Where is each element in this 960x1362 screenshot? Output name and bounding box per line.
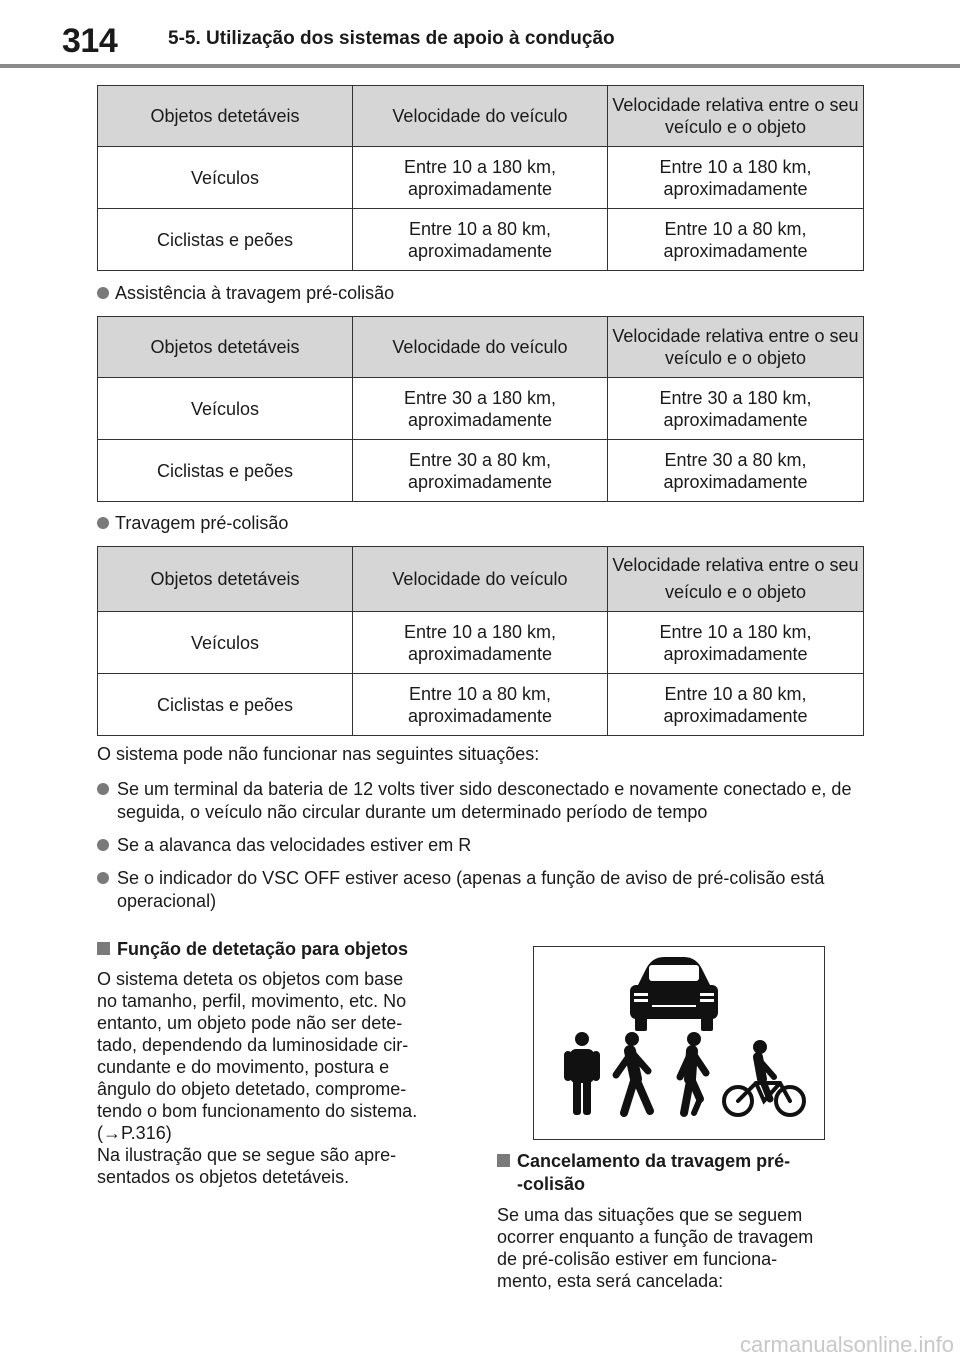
text-line: sentados os objetos detetáveis. (97, 1167, 350, 1187)
col-header: Velocidade relativa entre o seu veículo e o objeto (608, 547, 864, 612)
text-line: no tamanho, perfil, movimento, etc. No (97, 991, 407, 1011)
section-title: 5-5. Utilização dos sistemas de apoio à condução (168, 28, 615, 49)
pedestrian-walking-icon (680, 1032, 706, 1113)
car-icon (630, 957, 718, 1031)
text-line: ângulo do objeto detetado, comprome- (97, 1079, 407, 1099)
cancel-title-line (497, 1150, 877, 1173)
detectable-objects-illustration (533, 946, 825, 1140)
text-line: cundante e do movimento, postura e (97, 1057, 390, 1077)
table-heading-text: Assistência à travagem pré-colisão (115, 283, 395, 303)
square-bullet (497, 1154, 510, 1167)
table-cell: Entre 10 a 80 km, aproximadamente (353, 674, 608, 736)
col-header: Velocidade relativa entre o seu veículo e o objeto (608, 317, 864, 378)
table-cell: Ciclistas e peões (98, 209, 353, 271)
page-reference[interactable]: (→P.316) (97, 1123, 172, 1143)
col-header: Velocidade relativa entre o seu veículo e o objeto (608, 86, 864, 147)
table-cell: Entre 10 a 180 km, aproximadamente (608, 612, 864, 674)
pedestrian-walking-icon (616, 1032, 650, 1113)
table-row (98, 378, 864, 440)
cancel-title-line: -colisão (517, 1174, 586, 1194)
cancel-text (497, 1204, 887, 1292)
cancel-title: Cancelamento da travagem pré- (517, 1151, 791, 1171)
table-heading-text: Travagem pré-colisão (115, 513, 289, 533)
table-row (98, 147, 864, 209)
table-row (98, 674, 864, 736)
table-header-row (98, 86, 864, 147)
list-item (97, 778, 867, 824)
table-2-heading (97, 282, 394, 305)
col-header: Velocidade do veículo (353, 547, 608, 612)
text-line: entanto, um objeto pode não ser dete- (97, 1013, 403, 1033)
table-row (98, 612, 864, 674)
table-cell: Veículos (98, 378, 353, 440)
table-cell: Entre 30 a 180 km, aproximadamente (608, 378, 864, 440)
bullet-dot (97, 517, 109, 529)
table-cell: Entre 10 a 80 km, aproximadamente (608, 674, 864, 736)
text-line: de pré-colisão estiver em funciona- (497, 1249, 778, 1269)
table-header-row (98, 317, 864, 378)
table-cell: Entre 10 a 80 km, aproximadamente (608, 209, 864, 271)
text-line: tendo o bom funcionamento do sistema. (97, 1101, 418, 1121)
table-cell: Veículos (98, 612, 353, 674)
table-cell: Entre 10 a 180 km, aproximadamente (353, 612, 608, 674)
text-line: mento, esta será cancelada: (497, 1271, 724, 1291)
detection-title: Função de detetação para objetos (117, 939, 409, 959)
table-cell: Ciclistas e peões (98, 674, 353, 736)
table-3-heading (97, 512, 288, 535)
bullet-dot (97, 839, 109, 851)
cyclist-icon (724, 1040, 804, 1115)
text-line: Se uma das situações que se seguem (497, 1205, 803, 1225)
bullet-dot (97, 783, 109, 795)
table-cell: Entre 10 a 180 km, aproximadamente (608, 147, 864, 209)
list-item-text: Se o indicador do VSC OFF estiver aceso (apenas a função de aviso de pré-colisão está operacional) (117, 868, 825, 911)
table-cell: Ciclistas e peões (98, 440, 353, 502)
page-number: 314 (62, 22, 118, 60)
col-header: Velocidade do veículo (353, 317, 608, 378)
situations-intro: O sistema pode não funcionar nas seguintes situações: (97, 744, 540, 764)
table-header-row (98, 547, 864, 612)
spec-table-3 (97, 546, 864, 736)
watermark: carmanualsonline.info (739, 1332, 954, 1357)
header-rule (0, 64, 960, 68)
situations-list (97, 778, 867, 923)
pedestrian-standing-icon (564, 1032, 600, 1115)
illustration-svg (534, 947, 824, 1139)
table-row (98, 440, 864, 502)
spec-table-1 (97, 85, 864, 271)
table-row (98, 209, 864, 271)
col-header: Objetos detetáveis (98, 317, 353, 378)
list-item (97, 867, 867, 913)
bullet-dot (97, 872, 109, 884)
table-cell: Entre 30 a 80 km, aproximadamente (353, 440, 608, 502)
table-cell: Entre 30 a 180 km, aproximadamente (353, 378, 608, 440)
list-item (97, 834, 867, 857)
bullet-dot (97, 287, 109, 299)
detection-text (97, 968, 477, 1188)
list-item-text: Se um terminal da bateria de 12 volts tiver sido desconectado e novamente conectado e, de seguida, o veículo não circular durante um determinado período de tempo (117, 779, 852, 822)
cancel-heading (497, 1150, 877, 1196)
col-header: Objetos detetáveis (98, 547, 353, 612)
square-bullet (97, 942, 110, 955)
table-cell: Entre 30 a 80 km, aproximadamente (608, 440, 864, 502)
col-header: Velocidade do veículo (353, 86, 608, 147)
list-item-text: Se a alavanca das velocidades estiver em R (117, 835, 472, 855)
spec-table-2 (97, 316, 864, 502)
text-line: ocorrer enquanto a função de travagem (497, 1227, 814, 1247)
col-header: Objetos detetáveis (98, 86, 353, 147)
table-cell: Entre 10 a 180 km, aproximadamente (353, 147, 608, 209)
text-line: Na ilustração que se segue são apre- (97, 1145, 397, 1165)
table-cell: Entre 10 a 80 km, aproximadamente (353, 209, 608, 271)
text-line: tado, dependendo da luminosidade cir- (97, 1035, 409, 1055)
text-line: O sistema deteta os objetos com base (97, 969, 404, 989)
table-cell: Veículos (98, 147, 353, 209)
detection-heading (97, 938, 408, 961)
